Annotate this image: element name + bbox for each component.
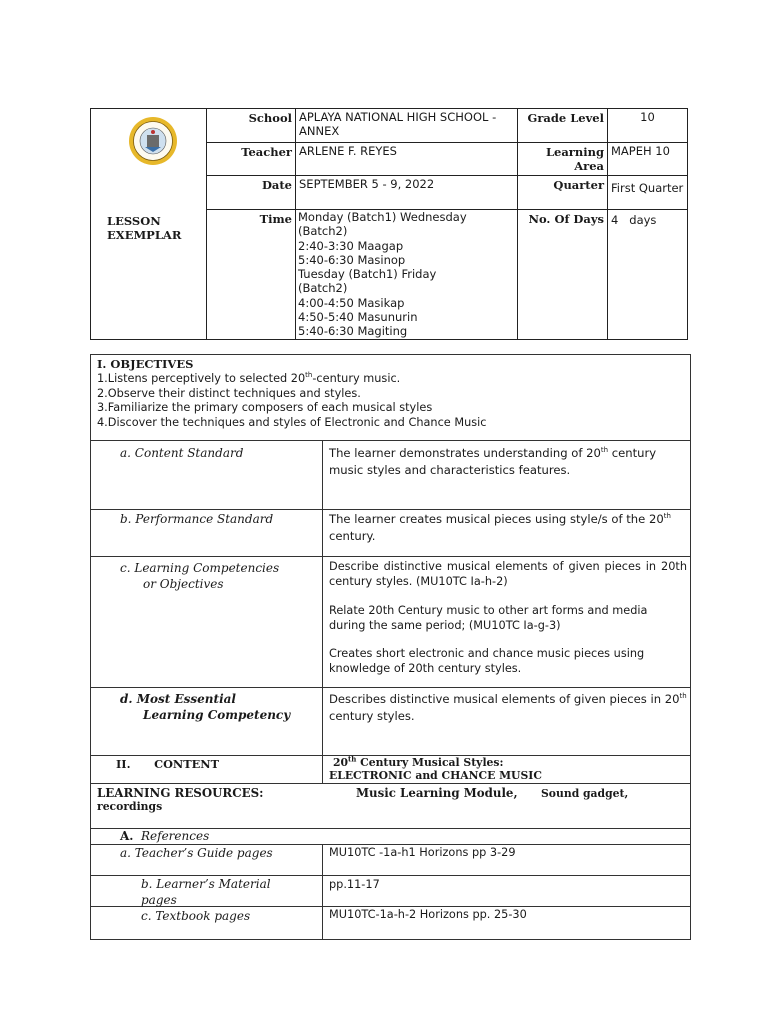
competency-item: Describe distinctive musical elements of given pieces in 20th century styles. (MU10TC Ia-h-2)	[329, 560, 687, 588]
lesson-header-table	[90, 108, 688, 340]
divider	[90, 687, 691, 688]
time-line: 5:40-6:30 Magiting	[298, 324, 408, 339]
time-line: 5:40-6:30 Masinop	[298, 252, 406, 267]
time-line: Tuesday (Batch1) Friday	[298, 267, 437, 282]
learning-resources-line-2: recordings	[97, 800, 163, 813]
performance-standard-value: The learner creates musical pieces using style/s of the 20th century.	[329, 512, 671, 543]
divider	[90, 844, 691, 845]
learners-material-label-2: pages	[141, 893, 177, 907]
objectives-heading: I. OBJECTIVES	[97, 357, 194, 371]
objective-item: 4.Discover the techniques and styles of Electronic and Chance Music	[97, 415, 487, 429]
competency-item: Relate 20th Century music to other art forms and media during the same period; (MU10TC Ia-g-3)	[329, 604, 648, 632]
divider	[90, 906, 691, 907]
divider	[322, 440, 323, 783]
melc-value: Describes distinctive musical elements of given pieces in 20th century styles.	[329, 692, 687, 723]
divider	[90, 440, 691, 441]
competency-item: Creates short electronic and chance music pieces using knowledge of 20th century styles.	[329, 647, 645, 675]
divider	[90, 875, 691, 876]
school-label: School	[207, 109, 296, 143]
lesson-exemplar-cell	[91, 109, 207, 340]
school-value: APLAYA NATIONAL HIGH SCHOOL - ANNEX	[296, 109, 518, 143]
competencies-label: c. Learning Competencies	[120, 561, 280, 575]
time-line: (Batch2)	[298, 281, 348, 296]
divider	[90, 556, 691, 557]
time-line: 4:50-5:40 Masunurin	[298, 310, 418, 325]
time-line: 4:00-4:50 Masikap	[298, 295, 405, 310]
lesson-exemplar-title: LESSON EXEMPLAR	[107, 214, 182, 242]
quarter-label: Quarter	[518, 176, 608, 210]
quarter-value: First Quarter	[608, 176, 688, 210]
time-label: Time	[207, 210, 296, 340]
content-label: II. CONTENT	[116, 757, 220, 771]
melc-label-2: Learning Competency	[143, 708, 291, 722]
references-letter: A.	[120, 829, 134, 843]
no-of-days-value: 4 days	[608, 210, 688, 340]
divider	[90, 509, 691, 510]
learning-resources-label: LEARNING RESOURCES:	[97, 786, 264, 800]
time-value	[296, 210, 518, 340]
time-line: (Batch2)	[298, 224, 348, 239]
objective-item: 1.Listens perceptively to selected 20th-century music.	[97, 371, 401, 385]
time-line: 2:40-3:30 Maagap	[298, 238, 404, 253]
performance-standard-label: b. Performance Standard	[120, 512, 274, 526]
teacher-value: ARLENE F. REYES	[296, 143, 518, 176]
date-value: SEPTEMBER 5 - 9, 2022	[296, 176, 518, 210]
content-standard-value: The learner demonstrates understanding of 20th century music styles and characteristics features.	[329, 446, 657, 477]
references-label: References	[141, 829, 210, 843]
grade-level-value: 10	[608, 109, 688, 143]
competencies-label-2: or Objectives	[143, 577, 224, 591]
learning-resources-main: Music Learning Module,	[356, 786, 518, 800]
no-of-days-label: No. Of Days	[518, 210, 608, 340]
learners-material-label: b. Learner’s Material	[141, 877, 271, 891]
date-label: Date	[207, 176, 296, 210]
content-line-2: ELECTRONIC and CHANCE MUSIC	[329, 769, 542, 782]
grade-level-label: Grade Level	[518, 109, 608, 143]
teachers-guide-value: MU10TC -1a-h1 Horizons pp 3-29	[329, 846, 516, 859]
textbook-label: c. Textbook pages	[141, 909, 251, 923]
divider	[322, 844, 323, 940]
learning-resources-rest: Sound gadget,	[541, 787, 629, 800]
learning-area-value: MAPEH 10	[608, 143, 688, 176]
content-standard-label: a. Content Standard	[120, 446, 244, 460]
time-line: Monday (Batch1) Wednesday	[298, 210, 467, 224]
content-line-1: 20th Century Musical Styles:	[333, 754, 504, 769]
objective-item: 3.Familiarize the primary composers of each musical styles	[97, 401, 433, 414]
divider	[90, 783, 691, 784]
teachers-guide-label: a. Teacher’s Guide pages	[120, 846, 273, 860]
melc-label: d. Most Essential	[120, 692, 236, 706]
textbook-value: MU10TC-1a-h-2 Horizons pp. 25-30	[329, 908, 527, 921]
objective-item: 2.Observe their distinct techniques and styles.	[97, 386, 361, 400]
teacher-label: Teacher	[207, 143, 296, 176]
learners-material-value: pp.11-17	[329, 878, 380, 891]
learning-area-label: Learning Area	[518, 143, 608, 176]
